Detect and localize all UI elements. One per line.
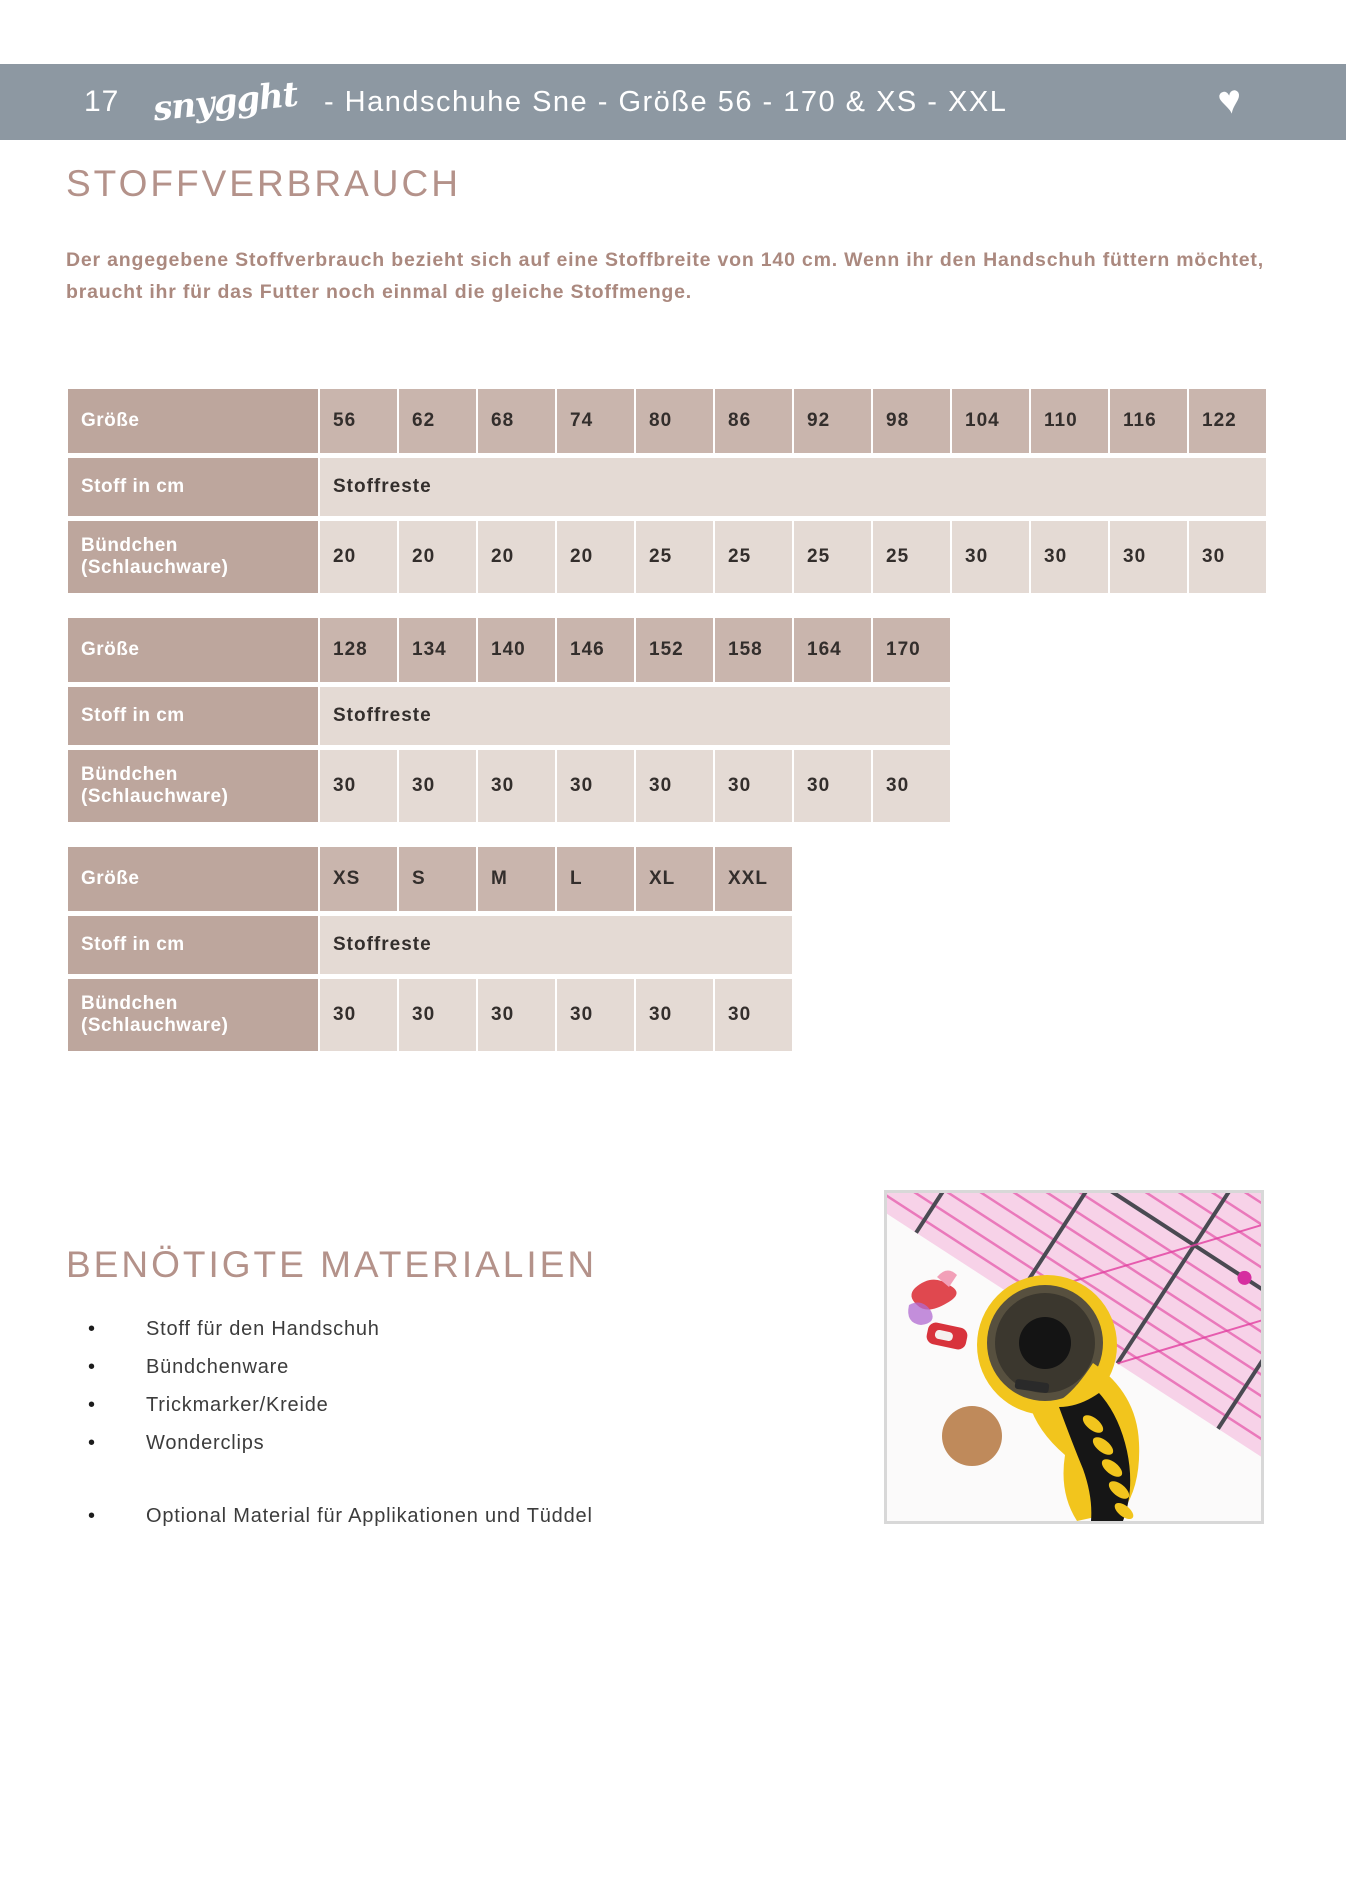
buendchen-cell: 20 (557, 521, 634, 593)
material-item (66, 1432, 593, 1455)
size-row-label: Größe (68, 389, 318, 453)
buendchen-cell: 30 (873, 750, 950, 822)
buendchen-cell: 25 (715, 521, 792, 593)
buendchen-cell: 30 (399, 979, 476, 1051)
size-cell: 86 (715, 389, 792, 453)
buendchen-cell: 30 (1031, 521, 1108, 593)
size-cell: S (399, 847, 476, 911)
bullet-icon: • (88, 1394, 96, 1416)
buendchen-cell: 30 (478, 750, 555, 822)
size-cell: 116 (1110, 389, 1187, 453)
buendchen-cell: 30 (794, 750, 871, 822)
material-item (66, 1394, 593, 1417)
size-cell: 152 (636, 618, 713, 682)
material-item-optional (66, 1505, 593, 1528)
material-item-label: Wonderclips (146, 1432, 265, 1454)
size-cell: 110 (1031, 389, 1108, 453)
buendchen-cell: 30 (1110, 521, 1187, 593)
buendchen-cell: 30 (952, 521, 1029, 593)
size-cell: 164 (794, 618, 871, 682)
buendchen-cell: 30 (557, 979, 634, 1051)
fabric-usage-table-2 (66, 613, 952, 827)
fabric-usage-tables (66, 384, 1268, 1071)
buendchen-cell: 20 (399, 521, 476, 593)
bullet-icon: • (88, 1356, 96, 1378)
fabric-usage-table-3 (66, 842, 794, 1056)
size-cell: L (557, 847, 634, 911)
stoff-merged-cell: Stoffreste (320, 916, 792, 974)
material-item-label: Bündchenware (146, 1356, 290, 1378)
size-cell: 122 (1189, 389, 1266, 453)
rotary-cutter-photo-illustration (887, 1193, 1261, 1521)
rotary-cutter-photo (884, 1190, 1264, 1524)
bullet-icon: • (88, 1432, 96, 1454)
buendchen-row-label: Bündchen (Schlauchware) (68, 750, 318, 822)
material-item-label: Trickmarker/Kreide (146, 1394, 329, 1416)
buendchen-cell: 30 (636, 750, 713, 822)
size-cell: 74 (557, 389, 634, 453)
material-item-label: Stoff für den Handschuh (146, 1318, 380, 1340)
size-cell: M (478, 847, 555, 911)
size-cell: 104 (952, 389, 1029, 453)
stoff-merged-cell: Stoffreste (320, 458, 1266, 516)
header-title: - Handschuhe Sne - Größe 56 - 170 & XS - XXL (323, 85, 1008, 118)
materialien-heading: BENÖTIGTE MATERIALIEN (66, 1244, 598, 1285)
size-cell: 134 (399, 618, 476, 682)
intro-paragraph: Der angegebene Stoffverbrauch bezieht sich auf eine Stoffbreite von 140 cm. Wenn ihr den Handschuh füttern möchtet, braucht ihr für das Futter noch einmal die gleiche Stoffmenge. (66, 249, 1264, 304)
header-bar (0, 64, 1346, 140)
buendchen-cell: 30 (715, 979, 792, 1051)
buendchen-cell: 30 (557, 750, 634, 822)
size-cell: 170 (873, 618, 950, 682)
buendchen-cell: 30 (320, 979, 397, 1051)
size-cell: 98 (873, 389, 950, 453)
size-cell: 146 (557, 618, 634, 682)
size-cell: 92 (794, 389, 871, 453)
size-cell: XL (636, 847, 713, 911)
size-cell: 158 (715, 618, 792, 682)
buendchen-cell: 30 (636, 979, 713, 1051)
size-cell: XS (320, 847, 397, 911)
fabric-usage-table-1 (66, 384, 1268, 598)
leather-circle (942, 1406, 1002, 1466)
size-cell: 62 (399, 389, 476, 453)
stoff-row-label: Stoff in cm (68, 916, 318, 974)
buendchen-cell: 25 (794, 521, 871, 593)
buendchen-cell: 30 (1189, 521, 1266, 593)
buendchen-cell: 25 (636, 521, 713, 593)
size-cell: 140 (478, 618, 555, 682)
stoffverbrauch-heading: STOFFVERBRAUCH (66, 163, 461, 204)
stoff-row-label: Stoff in cm (68, 458, 318, 516)
size-cell: XXL (715, 847, 792, 911)
material-item (66, 1356, 593, 1379)
buendchen-row-label: Bündchen (Schlauchware) (68, 979, 318, 1051)
size-row-label: Größe (68, 847, 318, 911)
size-cell: 128 (320, 618, 397, 682)
size-cell: 80 (636, 389, 713, 453)
bullet-icon: • (88, 1505, 96, 1527)
material-item-label: Optional Material für Applikationen und Tüddel (146, 1505, 593, 1527)
buendchen-cell: 30 (478, 979, 555, 1051)
snygght-logo: snygght (151, 74, 300, 130)
heart-icon: ♥ (1215, 76, 1245, 124)
material-item (66, 1318, 593, 1341)
size-cell: 68 (478, 389, 555, 453)
buendchen-row-label: Bündchen (Schlauchware) (68, 521, 318, 593)
size-row-label: Größe (68, 618, 318, 682)
buendchen-cell: 30 (715, 750, 792, 822)
buendchen-cell: 30 (399, 750, 476, 822)
buendchen-cell: 20 (478, 521, 555, 593)
stoff-merged-cell: Stoffreste (320, 687, 950, 745)
stoff-row-label: Stoff in cm (68, 687, 318, 745)
buendchen-cell: 20 (320, 521, 397, 593)
buendchen-cell: 30 (320, 750, 397, 822)
buendchen-cell: 25 (873, 521, 950, 593)
materials-list (66, 1318, 593, 1543)
size-cell: 56 (320, 389, 397, 453)
page-number: 17 (84, 85, 120, 118)
bullet-icon: • (88, 1318, 96, 1340)
